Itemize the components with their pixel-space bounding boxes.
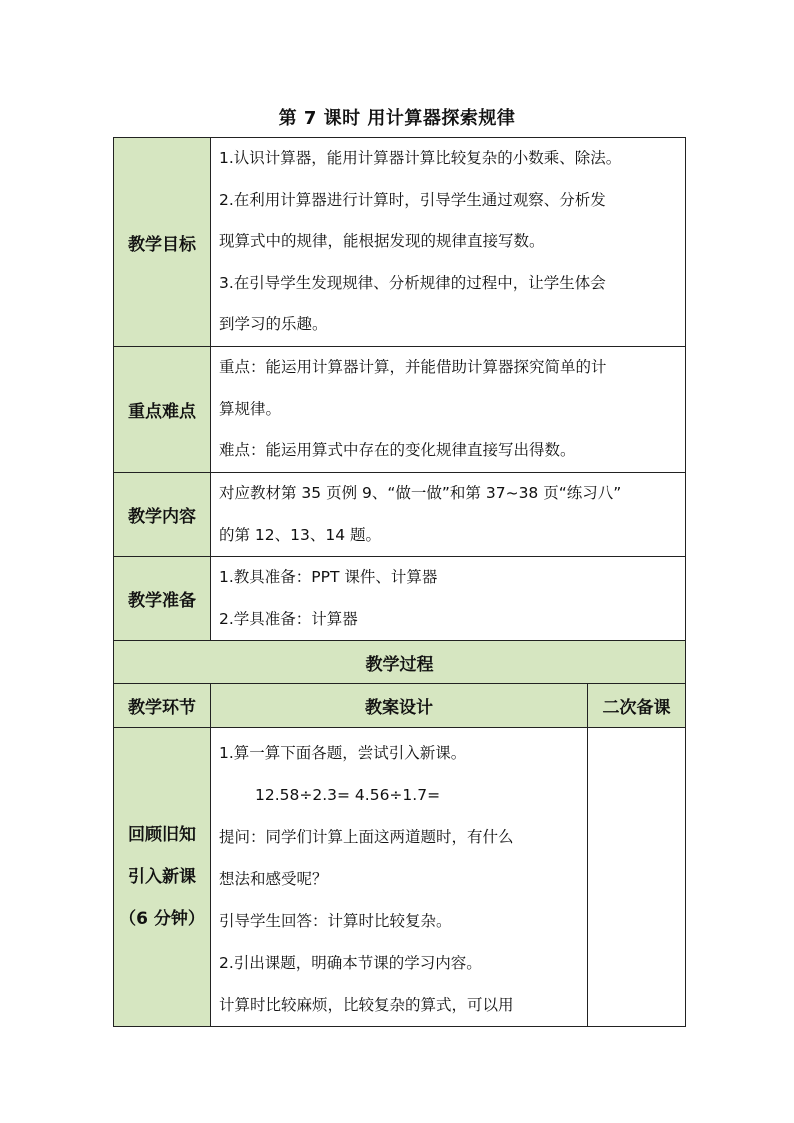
design-line: 1.算一算下面各题，尝试引入新课。 bbox=[219, 744, 467, 762]
objective-line: 现算式中的规律，能根据发现的规律直接写数。 bbox=[219, 232, 545, 251]
content-line: 的第 12、13、14 题。 bbox=[219, 525, 382, 544]
lesson-plan-table bbox=[113, 137, 686, 1027]
content-label: 教学内容 bbox=[114, 473, 211, 557]
header-design: 教案设计 bbox=[211, 684, 588, 728]
stage1-row bbox=[114, 728, 686, 1027]
stage1-label-line: 引入新课 bbox=[128, 867, 196, 887]
objectives-label: 教学目标 bbox=[114, 138, 211, 347]
page-title: 第 7 课时 用计算器探索规律 bbox=[278, 108, 516, 129]
preparation-line: 2.学具准备：计算器 bbox=[219, 609, 358, 628]
stage1-label-line: （6 分钟） bbox=[119, 909, 205, 929]
design-line: 12.58÷2.3= 4.56÷1.7= bbox=[255, 786, 441, 804]
design-line: 计算时比较麻烦，比较复杂的算式，可以用 bbox=[219, 996, 514, 1014]
preparation-label: 教学准备 bbox=[114, 557, 211, 641]
stage1-second-plan bbox=[588, 728, 686, 1027]
key-point-line: 算规律。 bbox=[219, 399, 282, 418]
key-point-line: 重点：能运用计算器计算，并能借助计算器探究简单的计 bbox=[219, 358, 607, 377]
content-content bbox=[211, 473, 686, 557]
objective-line: 到学习的乐趣。 bbox=[219, 315, 328, 334]
content-row bbox=[114, 473, 686, 557]
stage1-design bbox=[211, 728, 588, 1027]
preparation-row bbox=[114, 557, 686, 641]
stage1-label-line: 回顾旧知 bbox=[128, 825, 196, 845]
objective-line: 1.认识计算器，能用计算器计算比较复杂的小数乘、除法。 bbox=[219, 149, 622, 168]
process-title: 教学过程 bbox=[114, 641, 686, 684]
key-points-row bbox=[114, 347, 686, 473]
header-stage: 教学环节 bbox=[114, 684, 211, 728]
design-line: 2.引出课题，明确本节课的学习内容。 bbox=[219, 954, 482, 972]
objective-line: 3.在引导学生发现规律、分析规律的过程中，让学生体会 bbox=[219, 273, 606, 292]
process-title-row bbox=[114, 641, 686, 684]
header-second: 二次备课 bbox=[588, 684, 686, 728]
stage1-label bbox=[114, 728, 211, 1027]
key-point-line: 难点：能运用算式中存在的变化规律直接写出得数。 bbox=[219, 441, 576, 460]
design-line: 想法和感受呢？ bbox=[219, 870, 328, 888]
preparation-line: 1.教具准备：PPT 课件、计算器 bbox=[219, 568, 438, 586]
key-points-content bbox=[211, 347, 686, 473]
objective-line: 2.在利用计算器进行计算时，引导学生通过观察、分析发 bbox=[219, 190, 606, 209]
content-line: 对应教材第 35 页例 9、“做一做”和第 37~38 页“练习八” bbox=[219, 484, 622, 502]
design-line: 引导学生回答：计算时比较复杂。 bbox=[219, 912, 452, 930]
key-points-label: 重点难点 bbox=[114, 347, 211, 473]
objectives-content bbox=[211, 138, 686, 347]
design-line: 提问：同学们计算上面这两道题时，有什么 bbox=[219, 828, 514, 846]
process-header-row bbox=[114, 684, 686, 728]
objectives-row bbox=[114, 138, 686, 347]
preparation-content bbox=[211, 557, 686, 641]
